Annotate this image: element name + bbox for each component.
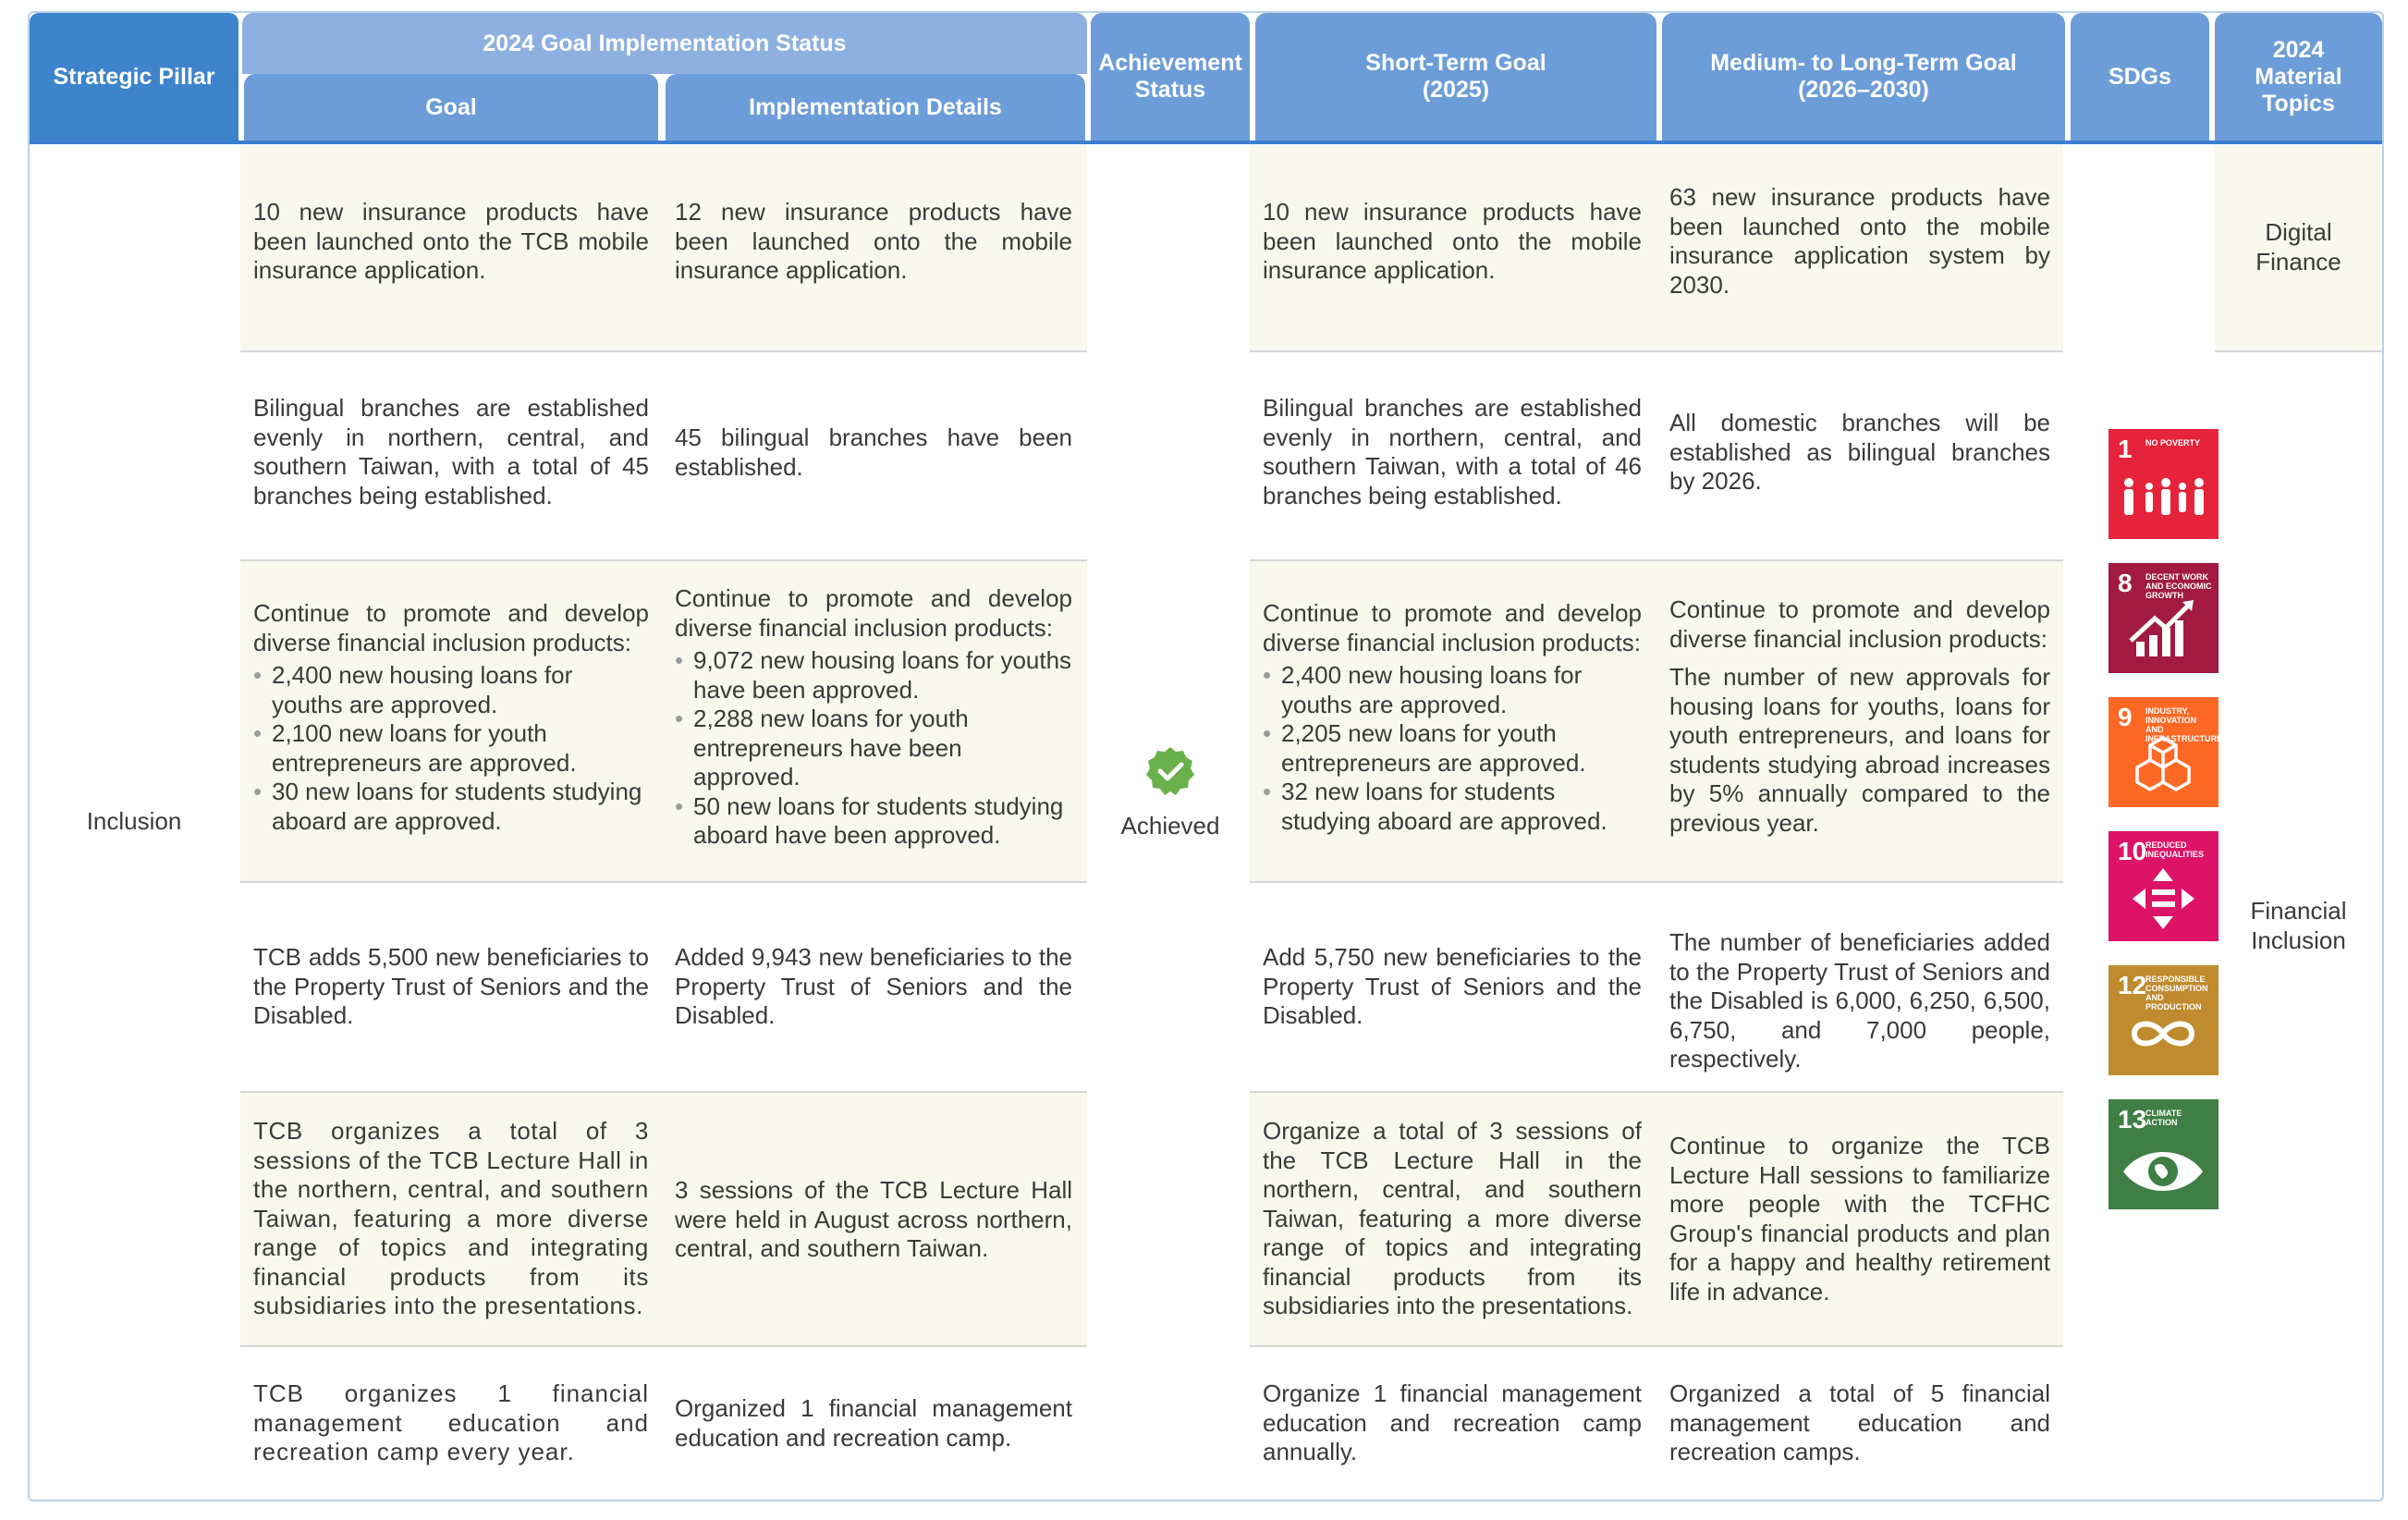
row-separator <box>1250 1345 2063 1347</box>
header-material-topics: 2024 Material Topics <box>2215 13 2382 141</box>
material-topic-digital-finance: Digital Finance <box>2255 218 2341 276</box>
sdg-1-icon: 1 NO POVERTY <box>2109 429 2219 539</box>
row-2-medium-long: All domestic branches will be established as bilingual branches by 2026. <box>1669 409 2050 495</box>
sdg-12-icon: 12 RESPONSIBLE CONSUMPTION AND PRODUCTION <box>2109 965 2219 1075</box>
row-1-goal: 10 new insurance products have been launched onto the TCB mobile insurance application. <box>253 198 649 284</box>
row-3-medium-intro: Continue to promote and develop diverse financial inclusion products: <box>1669 595 2050 653</box>
row-separator <box>240 350 1087 352</box>
row-3-medium-long <box>1669 595 2050 838</box>
row-3-short-list <box>1263 661 1642 836</box>
header-sdgs: SDGs <box>2071 13 2209 141</box>
row-4-short-term: Add 5,750 new beneficiaries to the Property Trust of Seniors and the Disabled. <box>1263 943 1642 1029</box>
header-strategic-pillar: Strategic Pillar <box>30 13 238 141</box>
row-separator <box>1250 881 2063 883</box>
row-3-goal-intro: Continue to promote and develop diverse financial inclusion products: <box>253 599 649 656</box>
row-separator <box>240 881 1087 883</box>
row-4-details: Added 9,943 new beneficiaries to the Property Trust of Seniors and the Disabled. <box>675 943 1072 1029</box>
row-6-goal: TCB organizes 1 financial management education and recreation camp every year. <box>253 1379 649 1465</box>
sdg-13-icon: 13 CLIMATE ACTION <box>2109 1099 2219 1209</box>
row-6-medium-long: Organized a total of 5 financial management education and recreation camps. <box>1669 1379 2050 1465</box>
list-item: • 30 new loans for students studying aboard are approved. <box>272 778 649 836</box>
sdg-9-icon: 9 INDUSTRY, INNOVATION AND INFRASTRUCTURE <box>2109 697 2219 807</box>
header-achievement-status: Achievement Status <box>1091 13 1250 141</box>
row-3-short-intro: Continue to promote and develop diverse financial inclusion products: <box>1263 599 1642 656</box>
row-5-goal: TCB organizes a total of 3 sessions of the TCB Lecture Hall in the northern, central, and southern Taiwan, featuring a more diverse range of topics and integrating financial products from its subsidiaries into the presentations. <box>253 1117 649 1319</box>
row-1-medium-long: 63 new insurance products have been launched onto the mobile insurance application system by 2030. <box>1669 183 2050 299</box>
row-4-medium-long: The number of beneficiaries added to the Property Trust of Seniors and the Disabled is 6,000, 6,250, 6,500, 6,750, and 7,000 people, respectively. <box>1669 928 2050 1073</box>
row-3-details-intro: Continue to promote and develop diverse financial inclusion products: <box>675 584 1072 642</box>
row-2-goal: Bilingual branches are established evenly in northern, central, and southern Taiwan, with a total of 45 branches being established. <box>253 394 649 509</box>
row-3-goal <box>253 599 649 836</box>
row-3-medium-text: The number of new approvals for housing loans for youths, loans for youth entrepreneurs, and loans for students studying abroad increases by 5% annually compared to the previous year. <box>1669 663 2050 837</box>
row-separator <box>240 1345 1087 1347</box>
row-5-details: 3 sessions of the TCB Lecture Hall were held in August across northern, central, and southern Taiwan. <box>675 1176 1072 1262</box>
list-item: • 2,288 new loans for youth entrepreneurs have been approved. <box>693 705 1072 792</box>
check-badge-icon <box>1144 745 1196 797</box>
row-2-details: 45 bilingual branches have been established. <box>675 423 1072 481</box>
list-item: • 32 new loans for students studying aboard are approved. <box>1281 778 1642 836</box>
goals-table <box>28 11 2384 1502</box>
row-6-details: Organized 1 financial management education and recreation camp. <box>675 1394 1072 1452</box>
header-medium-long-goal: Medium- to Long-Term Goal (2026–2030) <box>1662 13 2065 141</box>
row-1-short-term: 10 new insurance products have been launched onto the mobile insurance application. <box>1263 198 1642 284</box>
row-2-short-term: Bilingual branches are established evenly in northern, central, and southern Taiwan, with a total of 46 branches being established. <box>1263 394 1642 509</box>
row-separator <box>240 559 1087 561</box>
header-implementation-details: Implementation Details <box>666 74 1085 141</box>
list-item: • 2,400 new housing loans for youths are approved. <box>272 661 649 719</box>
material-topic-financial-inclusion: Financial Inclusion <box>2250 897 2347 954</box>
row-separator <box>1250 1091 2063 1093</box>
row-separator <box>240 1091 1087 1093</box>
list-item: • 50 new loans for students studying aboard have been approved. <box>693 792 1072 851</box>
strategic-pillar-cell: Inclusion <box>86 807 182 836</box>
list-item: • 2,205 new loans for youth entrepreneurs are approved. <box>1281 719 1642 778</box>
row-3-details-list <box>675 646 1072 851</box>
row-5-medium-long: Continue to organize the TCB Lecture Hall sessions to familiarize more people with the TCFHC Group's financial products and plan for a happy and healthy retirement life in advance. <box>1669 1132 2050 1305</box>
list-item: • 2,400 new housing loans for youths are approved. <box>1281 661 1642 719</box>
row-3-details <box>675 584 1072 851</box>
row-3-short-term <box>1263 599 1642 836</box>
header-goal: Goal <box>244 74 658 141</box>
row-4-goal: TCB adds 5,500 new beneficiaries to the Property Trust of Seniors and the Disabled. <box>253 943 649 1029</box>
row-5-short-term: Organize a total of 3 sessions of the TCB Lecture Hall in the northern, central, and southern Taiwan, featuring a more diverse range of topics and integrating financial products from its subsidiaries into the presentations. <box>1263 1117 1642 1319</box>
row-6-short-term: Organize 1 financial management education and recreation camp annually. <box>1263 1379 1642 1465</box>
achievement-status-cell <box>1091 144 1250 1500</box>
row-separator <box>1250 559 2063 561</box>
header-implementation-status: 2024 Goal Implementation Status <box>242 13 1087 74</box>
achievement-label: Achieved <box>1120 812 1220 840</box>
header-short-term-goal: Short-Term Goal (2025) <box>1255 13 1656 141</box>
list-item: • 9,072 new housing loans for youths have been approved. <box>693 646 1072 705</box>
list-item: • 2,100 new loans for youth entrepreneurs are approved. <box>272 719 649 778</box>
sdg-8-icon: 8 DECENT WORK AND ECONOMIC GROWTH <box>2109 563 2219 673</box>
row-separator <box>1250 350 2063 352</box>
row-1-details: 12 new insurance products have been launched onto the mobile insurance application. <box>675 198 1072 284</box>
sdg-10-icon: 10 REDUCED INEQUALITIES <box>2109 831 2219 941</box>
row-3-goal-list <box>253 661 649 836</box>
